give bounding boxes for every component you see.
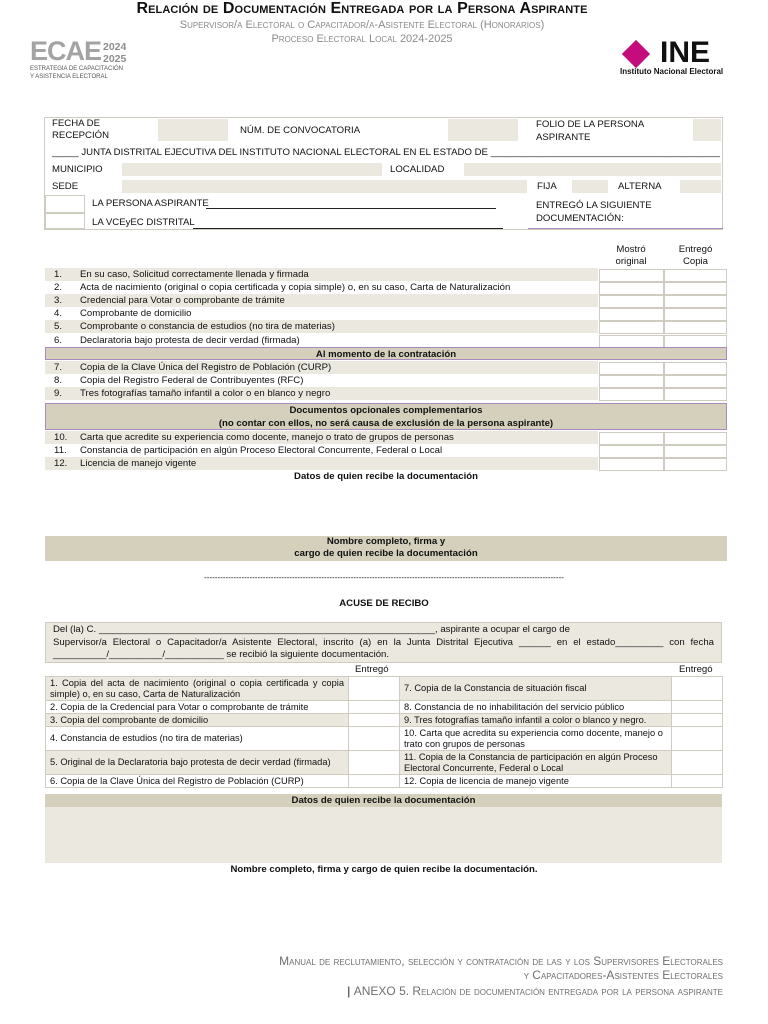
item-text: Declaratoria bajo protesta de decir verdad (firmada): [80, 334, 300, 346]
acuse-right-entrego-box[interactable]: [672, 775, 723, 788]
item-text: Tres fotografías tamaño infantil a color o en blanco y negro: [80, 388, 331, 400]
acuse-left-text: 6. Copia de la Clave Única del Registro de Población (CURP): [46, 775, 349, 788]
convocatoria-label: NÚM. DE CONVOCATORIA: [240, 125, 361, 136]
vce-signature-line[interactable]: [193, 216, 503, 229]
acuse-paragraph: [45, 622, 722, 663]
item-text: Constancia de participación en algún Proceso Electoral Concurrente, Federal o Local: [80, 445, 443, 457]
checklist-item: [45, 457, 598, 470]
entrego-copia-checkbox[interactable]: [664, 269, 727, 282]
item-number: 5.: [54, 321, 63, 333]
acuse-right-text: 7. Copia de la Constancia de situación fiscal: [400, 677, 672, 701]
mostro-original-checkbox[interactable]: [599, 388, 664, 401]
section-opcionales: Documentos opcionales complementarios (no contar con ellos, no será causa de exclusión de la persona aspirante): [45, 403, 727, 430]
ine-diamond-icon: [622, 40, 650, 68]
acuse-entrego-right: Entregó: [679, 664, 713, 675]
acuse-left-entrego-box[interactable]: [349, 677, 400, 701]
acuse-right-text: 8. Constancia de no inhabilitación del servicio público: [400, 701, 672, 714]
acuse-row: [46, 751, 723, 775]
acuse-row: [46, 714, 723, 727]
folio-field[interactable]: [693, 119, 721, 141]
acuse-right-entrego-box[interactable]: [672, 751, 723, 775]
ine-caption: Instituto Nacional Electoral: [620, 67, 724, 76]
municipio-label: MUNICIPIO: [52, 164, 103, 175]
col-entrego-header: Entregó Copia: [678, 244, 713, 267]
checklist-item: [45, 294, 598, 307]
acuse-left-text: 5. Original de la Declaratoria bajo protesta de decir verdad (firmada): [46, 751, 349, 775]
footer-line-3: [347, 984, 723, 998]
acuse-right-text: 10. Carta que acredita su experiencia como docente, manejo o trato con grupos de personas: [400, 727, 672, 751]
acuse-right-text: 9. Tres fotografías tamaño infantil a color o blanco y negro.: [400, 714, 672, 727]
localidad-field[interactable]: [464, 163, 721, 176]
acuse-signature-label: Nombre completo, firma y cargo de quien recibe la documentación.: [230, 864, 538, 875]
acuse-right-entrego-box[interactable]: [672, 701, 723, 714]
alterna-label: ALTERNA: [618, 181, 662, 192]
item-number: 1.: [54, 269, 63, 280]
junta-line: _____ JUNTA DISTRITAL EJECUTIVA DEL INSTITUTO NACIONAL ELECTORAL EN EL ESTADO DE ___________________________________________: [52, 147, 721, 158]
persona-label: LA PERSONA ASPIRANTE: [92, 198, 209, 209]
checklist-item: [45, 307, 598, 320]
item-text: Comprobante de domicilio: [80, 308, 192, 320]
item-number: 11.: [54, 445, 67, 457]
item-number: 9.: [54, 388, 63, 400]
acuse-left-entrego-box[interactable]: [349, 751, 400, 775]
entrego-copia-checkbox[interactable]: [664, 388, 727, 401]
fija-label: FIJA: [537, 181, 557, 192]
item-number: 7.: [54, 362, 63, 373]
acuse-row: [46, 775, 723, 788]
item-text: En su caso, Solicitud correctamente llenada y firmada: [80, 269, 309, 280]
item-text: Acta de nacimiento (original o copia certificada y copia simple) o, en su caso, Carta de Naturalización: [80, 282, 511, 294]
fecha-label: FECHA DE RECEPCIÓN: [52, 118, 110, 141]
acuse-row: [46, 727, 723, 751]
footer-separator: |: [347, 984, 354, 998]
acuse-left-text: 3. Copia del comprobante de domicilio: [46, 714, 349, 727]
ecae-year-2: 2025: [103, 53, 127, 65]
checklist-item: [45, 444, 598, 457]
ecae-caption-2: Y ASISTENCIA ELECTORAL: [30, 74, 108, 80]
entrego-copia-checkbox[interactable]: [664, 335, 727, 348]
entrego-underline: [528, 228, 723, 229]
persona-signature-line[interactable]: [206, 196, 496, 209]
mostro-original-checkbox[interactable]: [599, 295, 664, 308]
acuse-right-text: 12. Copia de licencia de manejo vigente: [400, 775, 672, 788]
footer-annex: ANEXO 5. Relación de documentación entregada por la persona aspirante: [353, 984, 723, 998]
item-number: 8.: [54, 375, 63, 387]
ecae-caption-1: ESTRATEGIA DE CAPACITACIÓN: [30, 66, 124, 72]
entrego-copia-checkbox[interactable]: [664, 362, 727, 375]
localidad-label: LOCALIDAD: [390, 164, 445, 175]
section-contratacion: Al momento de la contratación: [45, 347, 727, 360]
item-text: Copia de la Clave Única del Registro de Población (CURP): [80, 362, 332, 373]
acuse-left-entrego-box[interactable]: [349, 775, 400, 788]
acuse-right-entrego-box[interactable]: [672, 677, 723, 701]
checklist-item: [45, 281, 598, 294]
item-text: Copia del Registro Federal de Contribuyentes (RFC): [80, 375, 304, 387]
receiver-title: Datos de quien recibe la documentación: [294, 471, 478, 482]
ecae-logo: [30, 36, 140, 84]
ine-mark: INE: [660, 36, 711, 69]
sede-label: SEDE: [52, 181, 79, 192]
item-number: 3.: [54, 295, 63, 307]
checklist-item: [45, 387, 598, 400]
persona-check-box[interactable]: [45, 195, 85, 213]
acuse-entrego-left: Entregó: [355, 664, 389, 675]
item-text: Comprobante o constancia de estudios (no tira de materias): [80, 321, 335, 333]
sede-field[interactable]: [122, 180, 527, 193]
item-text: Credencial para Votar o comprobante de trámite: [80, 295, 285, 307]
vce-check-box[interactable]: [45, 213, 85, 229]
footer-line-1: Manual de reclutamiento, selección y contratación de las y los Supervisores Electorales: [279, 954, 723, 968]
item-text: Licencia de manejo vigente: [80, 458, 197, 470]
mostro-original-checkbox[interactable]: [599, 335, 664, 348]
document-title: Relación de Documentación Entregada por la Persona Aspirante: [136, 0, 588, 17]
col-mostro-header: Mostró original: [615, 244, 647, 267]
entrego-copia-checkbox[interactable]: [664, 295, 727, 308]
entrego-copia-checkbox[interactable]: [664, 445, 727, 458]
entrego-copia-checkbox[interactable]: [664, 308, 727, 321]
checklist-item: [45, 361, 598, 374]
acuse-table: [45, 676, 723, 788]
checklist-item: [45, 431, 598, 444]
acuse-left-text: 1. Copia del acta de nacimiento (original o copia certificada y copia simple) o, en su caso, Carta de Naturalización: [46, 677, 349, 701]
document-process: Proceso Electoral Local 2024-2025: [271, 33, 453, 45]
signature-label-1: Nombre completo, firma y: [326, 536, 446, 547]
mostro-original-checkbox[interactable]: [599, 362, 664, 375]
acuse-left-text: 4. Constancia de estudios (no tira de materias): [46, 727, 349, 751]
item-text: Carta que acredite su experiencia como docente, manejo o trato de grupos de personas: [80, 432, 454, 443]
checklist-item: [45, 374, 598, 387]
acuse-left-text: 2. Copia de la Credencial para Votar o comprobante de trámite: [46, 701, 349, 714]
mostro-original-checkbox[interactable]: [599, 308, 664, 321]
signature-label-2: cargo de quien recibe la documentación: [294, 548, 478, 559]
acuse-title: ACUSE DE RECIBO: [339, 598, 429, 609]
checklist-item: [45, 334, 598, 347]
acuse-line-3: __________/__________/___________ se recibió la siguiente documentación.: [53, 649, 390, 660]
signature-field[interactable]: [45, 536, 727, 561]
convocatoria-field[interactable]: [448, 119, 518, 141]
acuse-left-entrego-box[interactable]: [349, 727, 400, 751]
entrego-copia-checkbox[interactable]: [664, 432, 727, 445]
mostro-original-checkbox[interactable]: [599, 432, 664, 445]
folio-label: FOLIO DE LA PERSONA ASPIRANTE: [536, 119, 645, 143]
acuse-right-entrego-box[interactable]: [672, 727, 723, 751]
entrego-label: ENTREGÓ LA SIGUIENTE DOCUMENTACIÓN:: [536, 200, 652, 224]
item-number: 12.: [54, 458, 68, 470]
ecae-mark: ECAE: [30, 36, 102, 66]
acuse-left-entrego-box[interactable]: [349, 701, 400, 714]
municipio-field[interactable]: [122, 163, 382, 176]
entrego-copia-checkbox[interactable]: [664, 375, 727, 388]
acuse-line-2: Supervisor/a Electoral o Capacitador/a Asistente Electoral, inscrito (a) en la Junta Distrital Ejecutiva ______ en el estado_________ con fecha: [53, 636, 714, 648]
acuse-row: [46, 701, 723, 714]
acuse-left-entrego-box[interactable]: [349, 714, 400, 727]
acuse-line-1: Del (la) C. _______________________________________________________________, aspirante a ocupar el cargo de: [53, 624, 570, 635]
item-number: 10.: [54, 432, 68, 443]
mostro-original-checkbox[interactable]: [599, 445, 664, 458]
vce-label: LA VCEyEC DISTRITAL: [92, 217, 195, 228]
acuse-row: [46, 677, 723, 701]
acuse-right-text: 11. Copia de la Constancia de participación en algún Proceso Electoral Concurrente, Federal o Local: [400, 751, 672, 775]
acuse-right-entrego-box[interactable]: [672, 714, 723, 727]
checklist-item: [45, 320, 598, 333]
document-subtitle: Supervisor/a Electoral o Capacitador/a-Asistente Electoral (Honorarios): [179, 19, 545, 31]
item-number: 2.: [54, 282, 63, 294]
alterna-checkbox[interactable]: [680, 180, 721, 193]
checklist-item: [45, 268, 598, 281]
ine-logo: [620, 38, 748, 80]
mostro-original-checkbox[interactable]: [599, 458, 664, 471]
cut-line: ---------------------------------------------------------------------------------------------------------------------------------------: [204, 573, 564, 582]
acuse-receiver-field[interactable]: [45, 807, 722, 863]
item-number: 6.: [54, 334, 63, 346]
footer-line-2: y Capacitadores-Asistentes Electorales: [523, 968, 723, 982]
entrego-copia-checkbox[interactable]: [664, 458, 727, 471]
fija-checkbox[interactable]: [572, 180, 608, 193]
ecae-year-1: 2024: [103, 41, 127, 53]
entrego-copia-checkbox[interactable]: [664, 282, 727, 295]
item-number: 4.: [54, 308, 63, 320]
fecha-field[interactable]: [158, 119, 228, 141]
entrego-copia-checkbox[interactable]: [664, 321, 727, 334]
acuse-receiver-title: Datos de quien recibe la documentación: [45, 794, 722, 807]
mostro-original-checkbox[interactable]: [599, 269, 664, 282]
mostro-original-checkbox[interactable]: [599, 282, 664, 295]
mostro-original-checkbox[interactable]: [599, 321, 664, 334]
mostro-original-checkbox[interactable]: [599, 375, 664, 388]
